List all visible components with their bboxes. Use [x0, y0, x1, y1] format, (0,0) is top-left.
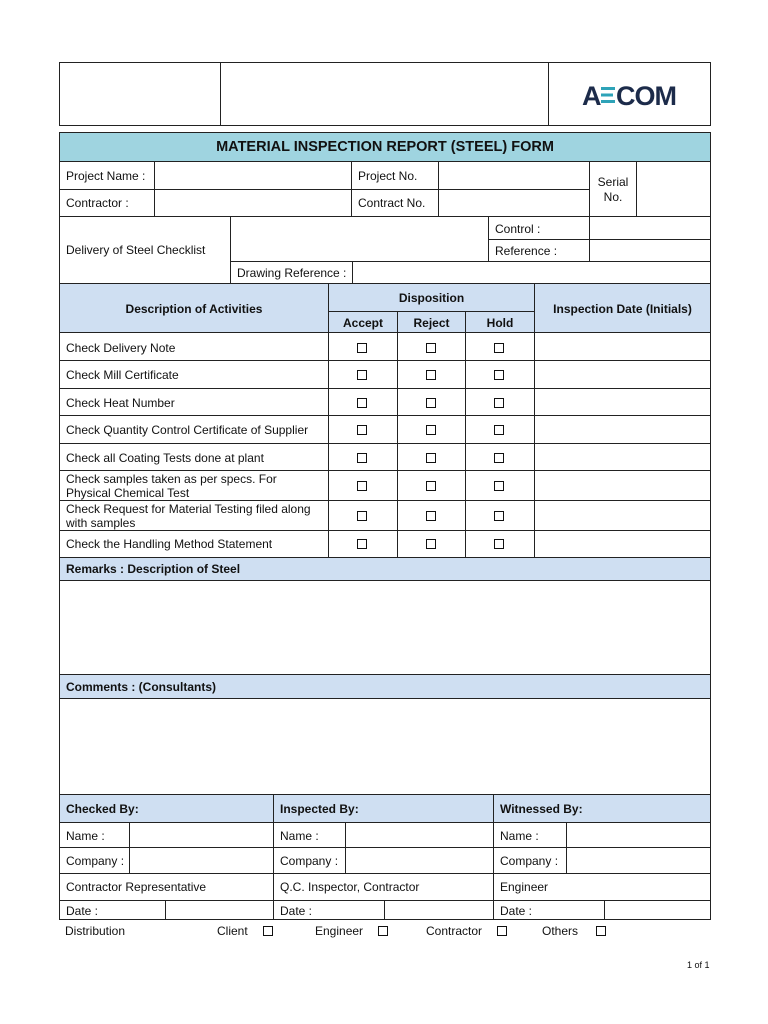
hold-checkbox[interactable]	[494, 511, 504, 521]
drawing-reference-field[interactable]	[353, 262, 710, 283]
checked-name-field[interactable]	[130, 824, 273, 847]
checked-by-label: Checked By:	[66, 802, 139, 816]
witnessed-name-field[interactable]	[567, 824, 710, 847]
distribution-engineer-checkbox[interactable]	[378, 926, 388, 936]
checked-role: Contractor Representative	[66, 880, 207, 894]
reject-checkbox[interactable]	[426, 370, 436, 380]
serial-no-label: Serial No.	[597, 175, 629, 204]
inspected-name-field[interactable]	[346, 824, 493, 847]
inspected-name-label: Name :	[280, 828, 319, 843]
distribution-contractor-checkbox[interactable]	[497, 926, 507, 936]
witnessed-by-label: Witnessed By:	[500, 802, 583, 816]
drawing-reference-label: Drawing Reference :	[237, 265, 347, 280]
distribution-others-checkbox[interactable]	[596, 926, 606, 936]
activity-label: Check Mill Certificate	[66, 368, 179, 382]
checked-company-label: Company :	[66, 853, 125, 868]
delivery-checklist-field[interactable]	[231, 217, 488, 261]
serial-no-field[interactable]	[637, 163, 710, 216]
witnessed-date-label: Date :	[500, 903, 533, 918]
col-hold-header: Hold	[486, 315, 514, 330]
accept-checkbox[interactable]	[357, 511, 367, 521]
inspected-role: Q.C. Inspector, Contractor	[280, 880, 420, 894]
hold-checkbox[interactable]	[494, 425, 504, 435]
hold-checkbox[interactable]	[494, 453, 504, 463]
accept-checkbox[interactable]	[357, 370, 367, 380]
accept-checkbox[interactable]	[357, 343, 367, 353]
reject-checkbox[interactable]	[426, 425, 436, 435]
project-no-field[interactable]	[439, 163, 589, 189]
activity-label: Check Delivery Note	[66, 340, 176, 355]
inspection-date-field[interactable]	[535, 444, 710, 470]
inspection-date-field[interactable]	[535, 501, 710, 530]
distribution-client-label: Client	[217, 924, 248, 938]
hold-checkbox[interactable]	[494, 398, 504, 408]
inspection-date-field[interactable]	[535, 361, 710, 388]
accept-checkbox[interactable]	[357, 453, 367, 463]
col-disposition-header: Disposition	[398, 291, 465, 305]
col-accept-header: Accept	[342, 315, 383, 330]
contractor-field[interactable]	[155, 190, 351, 216]
remarks-header: Remarks : Description of Steel	[60, 557, 710, 581]
witnessed-role: Engineer	[500, 880, 549, 894]
project-name-label: Project Name :	[66, 169, 146, 183]
control-label: Control :	[495, 221, 541, 236]
inspected-date-field[interactable]	[385, 901, 493, 920]
control-field[interactable]	[590, 218, 710, 239]
contract-no-label: Contract No.	[358, 196, 426, 210]
witnessed-company-label: Company :	[500, 853, 559, 868]
hold-checkbox[interactable]	[494, 481, 504, 491]
reference-label: Reference :	[495, 243, 558, 258]
aecom-logo	[582, 80, 692, 110]
activity-label: Check Heat Number	[66, 395, 175, 410]
svg-text:A: A	[582, 81, 601, 110]
distribution-label: Distribution	[65, 924, 126, 938]
inspection-date-field[interactable]	[535, 416, 710, 443]
accept-checkbox[interactable]	[357, 481, 367, 491]
checked-company-field[interactable]	[130, 848, 273, 873]
inspection-date-field[interactable]	[535, 471, 710, 500]
header-divider-1	[220, 62, 221, 126]
remarks-field[interactable]	[60, 581, 710, 674]
col-reject-header: Reject	[413, 315, 450, 330]
svg-text:COM: COM	[616, 81, 676, 110]
inspection-date-field[interactable]	[535, 531, 710, 556]
witnessed-company-field[interactable]	[567, 848, 710, 873]
reject-checkbox[interactable]	[426, 511, 436, 521]
witnessed-date-field[interactable]	[605, 901, 710, 920]
reject-checkbox[interactable]	[426, 343, 436, 353]
inspected-date-label: Date :	[280, 903, 313, 918]
activity-label: Check Quantity Control Certificate of Supplier	[66, 423, 309, 437]
reject-checkbox[interactable]	[426, 453, 436, 463]
activity-label: Check Request for Material Testing filed along with samples	[66, 502, 311, 530]
comments-field[interactable]	[60, 699, 710, 794]
delivery-checklist-label: Delivery of Steel Checklist	[66, 243, 206, 257]
activity-label: Check all Coating Tests done at plant	[66, 450, 264, 465]
checked-date-label: Date :	[66, 903, 99, 918]
page-number: 1 of 1	[687, 960, 710, 970]
inspection-date-field[interactable]	[535, 334, 710, 360]
distribution-others-label: Others	[542, 924, 579, 938]
accept-checkbox[interactable]	[357, 539, 367, 549]
hold-checkbox[interactable]	[494, 539, 504, 549]
reject-checkbox[interactable]	[426, 481, 436, 491]
accept-checkbox[interactable]	[357, 398, 367, 408]
checked-date-field[interactable]	[166, 901, 273, 920]
project-name-field[interactable]	[155, 163, 351, 189]
header-divider-2	[548, 62, 549, 126]
col-inspection-header: Inspection Date (Initials)	[553, 301, 692, 316]
contract-no-field[interactable]	[439, 190, 589, 216]
checked-name-label: Name :	[66, 828, 105, 843]
activity-label: Check samples taken as per specs. For Physical Chemical Test	[66, 472, 277, 500]
reference-field[interactable]	[590, 240, 710, 261]
reject-checkbox[interactable]	[426, 539, 436, 549]
hold-checkbox[interactable]	[494, 370, 504, 380]
distribution-engineer-label: Engineer	[315, 924, 364, 938]
project-no-label: Project No.	[358, 169, 418, 183]
reject-checkbox[interactable]	[426, 398, 436, 408]
form-title: MATERIAL INSPECTION REPORT (STEEL) FORM	[60, 133, 710, 162]
inspected-company-label: Company :	[280, 853, 339, 868]
activity-label: Check the Handling Method Statement	[66, 537, 273, 551]
hold-checkbox[interactable]	[494, 343, 504, 353]
accept-checkbox[interactable]	[357, 425, 367, 435]
inspection-date-field[interactable]	[535, 389, 710, 415]
inspected-company-field[interactable]	[346, 848, 493, 873]
inspected-by-label: Inspected By:	[280, 802, 359, 816]
distribution-client-checkbox[interactable]	[263, 926, 273, 936]
witnessed-name-label: Name :	[500, 828, 539, 843]
col-divider	[589, 162, 590, 217]
col-description-header: Description of Activities	[125, 301, 263, 316]
comments-header: Comments : (Consultants)	[60, 674, 710, 699]
distribution-contractor-label: Contractor	[426, 924, 483, 938]
contractor-label: Contractor :	[66, 196, 129, 210]
